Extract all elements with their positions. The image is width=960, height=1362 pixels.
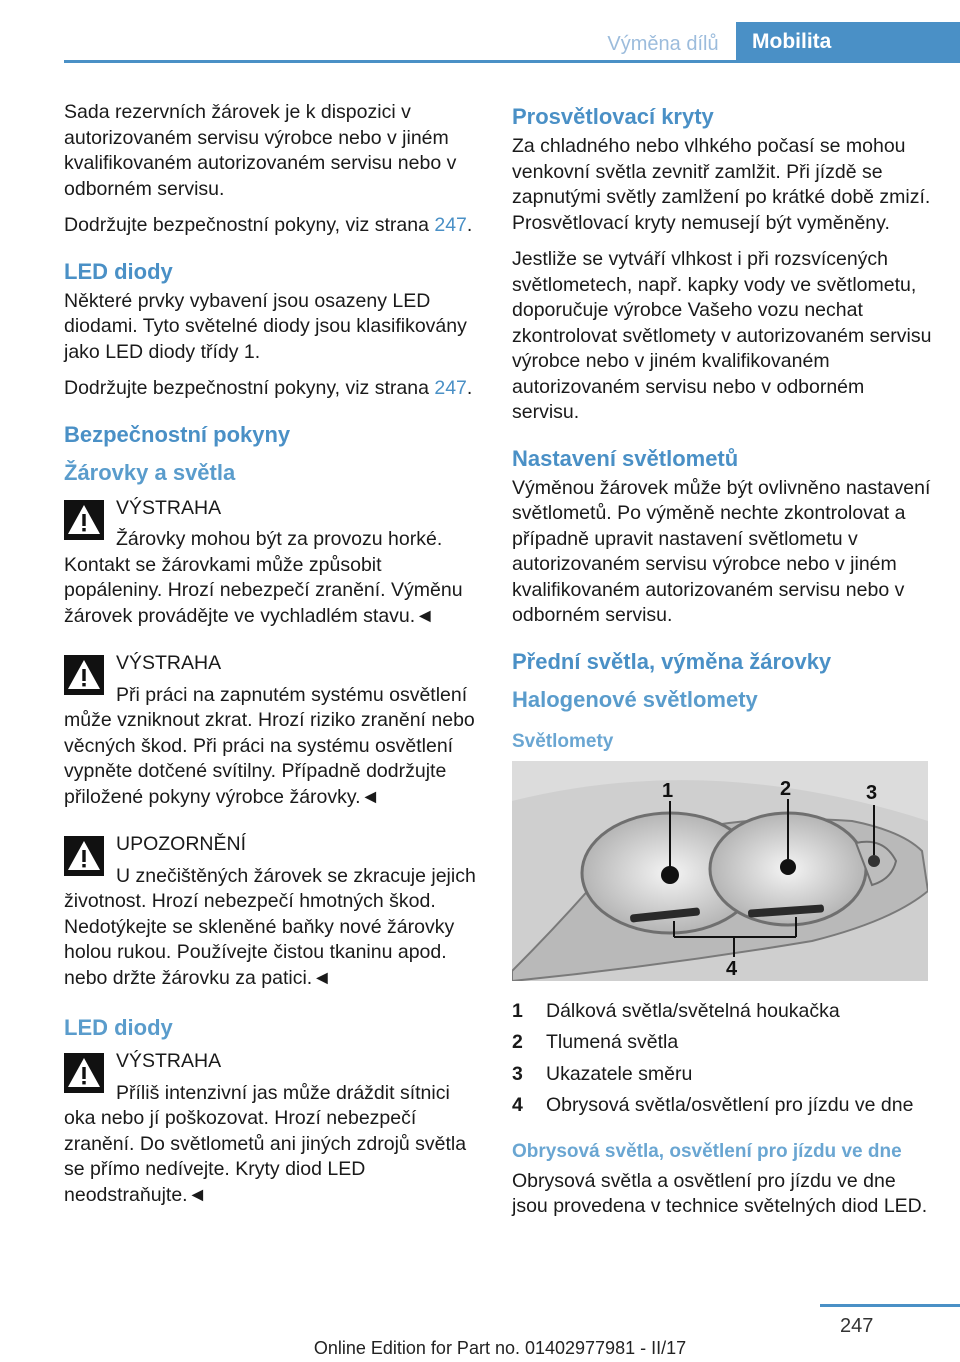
legend-item xyxy=(512,999,932,1025)
figure-label-1: 1 xyxy=(662,779,674,802)
legend-number: 1 xyxy=(512,999,523,1022)
figure-label-3: 3 xyxy=(866,781,878,804)
warning-text xyxy=(64,683,482,811)
text: . xyxy=(466,377,473,399)
warning-triangle-icon xyxy=(64,1053,104,1093)
figure-label-4: 4 xyxy=(726,957,738,980)
paragraph xyxy=(64,376,482,402)
notice-text xyxy=(64,864,482,992)
headlight-figure xyxy=(512,761,928,981)
notice-body: U znečištěných žárovek se zkracuje jejich životnost. Hrozí nebezpečí hmotných škod. Nedotýkejte se skleněné baňky nové žárovky holou rukou. Používejte čistou tkaninu apod. nebo držte žárovku za patici.◄ xyxy=(64,864,476,989)
page-number: 247 xyxy=(840,1315,874,1337)
heading-safety: Bezpečnostní pokyny xyxy=(64,421,291,447)
legend-text: Obrysová světla/osvětlení pro jízdu ve dne xyxy=(546,1094,914,1116)
heading-led-diody: LED diody xyxy=(64,258,173,284)
warning-body: Žárovky mohou být za provozu horké. Kontakt se žárovkami může způsobit popáleniny. Hrozí nebezpečí zranění. Výměnu žárovek provádějte ve vychladlém stavu.◄ xyxy=(64,528,463,627)
notice-label: UPOZORNĚNÍ xyxy=(116,833,247,855)
paragraph: Sada rezervních žárovek je k dispozici v autorizovaném servisu výrobce nebo v jiném kvalifikovaném autorizovaném servisu nebo v odborném servisu. xyxy=(64,101,457,200)
figure-legend xyxy=(512,999,932,1119)
heading-led-diody-2: LED diody xyxy=(64,1015,173,1040)
warning-triangle-icon xyxy=(64,836,104,876)
warning-block xyxy=(64,496,482,630)
warning-text xyxy=(64,1081,482,1209)
right-column xyxy=(512,100,932,1231)
legend-number: 4 xyxy=(512,1094,523,1116)
footer-rule xyxy=(820,1304,960,1307)
heading-adjust: Nastavení světlometů xyxy=(512,445,739,471)
paragraph: Za chladného nebo vlhkého počasí se mohou venkovní světla zevnitř zamlžit. Při jízdě se zapnutými světly zamlžení po krátké době zmizí. Prosvětlovací kryty nemusejí být vyměněny. xyxy=(512,135,931,234)
page-link[interactable]: 247 xyxy=(434,377,467,399)
left-column xyxy=(64,100,482,1230)
warning-label: VÝSTRAHA xyxy=(116,496,222,519)
headlight-illustration xyxy=(512,761,928,981)
heading-halogen: Halogenové světlomety xyxy=(512,686,758,712)
paragraph: Jestliže se vytváří vlhkost i při rozsvícených světlometech, např. kapky vody ve světlometu, doporučuje výrobce Vašeho vozu nechat zkontrolovat světlomety v autorizovaném servisu výrobce nebo v jiném kvalifikovaném autorizovaném servisu nebo v odborném servisu. xyxy=(512,248,932,423)
warning-text xyxy=(64,527,482,629)
paragraph: Výměnou žárovek může být ovlivněno nastavení světlometů. Po výměně nechte zkontrolovat a případně upravit nastavení světlometu v autorizovaném servisu výrobce nebo v jiném kvalifikovaném autorizovaném servisu nebo v odborném servisu. xyxy=(512,476,931,626)
text: . xyxy=(466,214,473,236)
warning-block xyxy=(64,1049,482,1208)
legend-item xyxy=(512,1093,932,1119)
legend-item xyxy=(512,1030,932,1056)
warning-label: VÝSTRAHA xyxy=(116,1050,222,1072)
heading-front-lights: Přední světla, výměna žárovky xyxy=(512,648,832,674)
heading-headlights: Světlomety xyxy=(512,730,614,752)
legend-number: 3 xyxy=(512,1062,523,1085)
section-tab[interactable]: Výměna dílů xyxy=(607,33,719,55)
footer-edition: Online Edition for Part no. 01402977981 - II/17 xyxy=(313,1338,687,1358)
text: Dodržujte bezpečnostní pokyny, viz strana xyxy=(64,214,435,236)
legend-item xyxy=(512,1062,932,1088)
warning-body: Příliš intenzivní jas může dráždit sítnici oka nebo jí poškozovat. Hrozí nebezpečí zranění. Do světlometů ani jiných zdrojů světla se přímo nedívejte. Kryty diod LED neodstraňujte.◄ xyxy=(64,1081,467,1206)
paragraph: Některé prvky vybavení jsou osazeny LED diodami. Tyto světelné diody jsou klasifikovány jako LED diody třídy 1. xyxy=(64,289,467,363)
paragraph xyxy=(64,213,482,239)
warning-block xyxy=(64,651,482,810)
legend-number: 2 xyxy=(512,1031,523,1053)
warning-triangle-icon xyxy=(64,655,104,695)
legend-text: Dálková světla/světelná houkačka xyxy=(546,999,840,1022)
heading-position-lights: Obrysová světla, osvětlení pro jízdu ve dne xyxy=(512,1140,902,1162)
paragraph: Obrysová světla a osvětlení pro jízdu ve dne jsou provedena v technice světelných diod LED. xyxy=(512,1169,928,1217)
warning-triangle-icon xyxy=(64,500,104,540)
heading-covers: Prosvětlovací kryty xyxy=(512,104,714,129)
notice-block xyxy=(64,832,482,991)
figure-label-2: 2 xyxy=(780,777,792,800)
warning-body: Při práci na zapnutém systému osvětlení může vzniknout zkrat. Hrozí riziko zranění nebo věcných škod. Při práci na systému osvětlení vypněte dotčené svítilny. Případně dodržujte přiložené pokyny výrobce žárovky.◄ xyxy=(64,683,475,808)
heading-bulbs: Žárovky a světla xyxy=(64,459,236,485)
legend-text: Tlumená světla xyxy=(546,1031,679,1053)
text: Dodržujte bezpečnostní pokyny, viz strana xyxy=(64,377,435,399)
warning-label: VÝSTRAHA xyxy=(116,652,222,674)
chapter-tab[interactable]: Mobilita xyxy=(736,22,960,62)
legend-text: Ukazatele směru xyxy=(546,1062,693,1085)
page-link[interactable]: 247 xyxy=(434,214,467,236)
